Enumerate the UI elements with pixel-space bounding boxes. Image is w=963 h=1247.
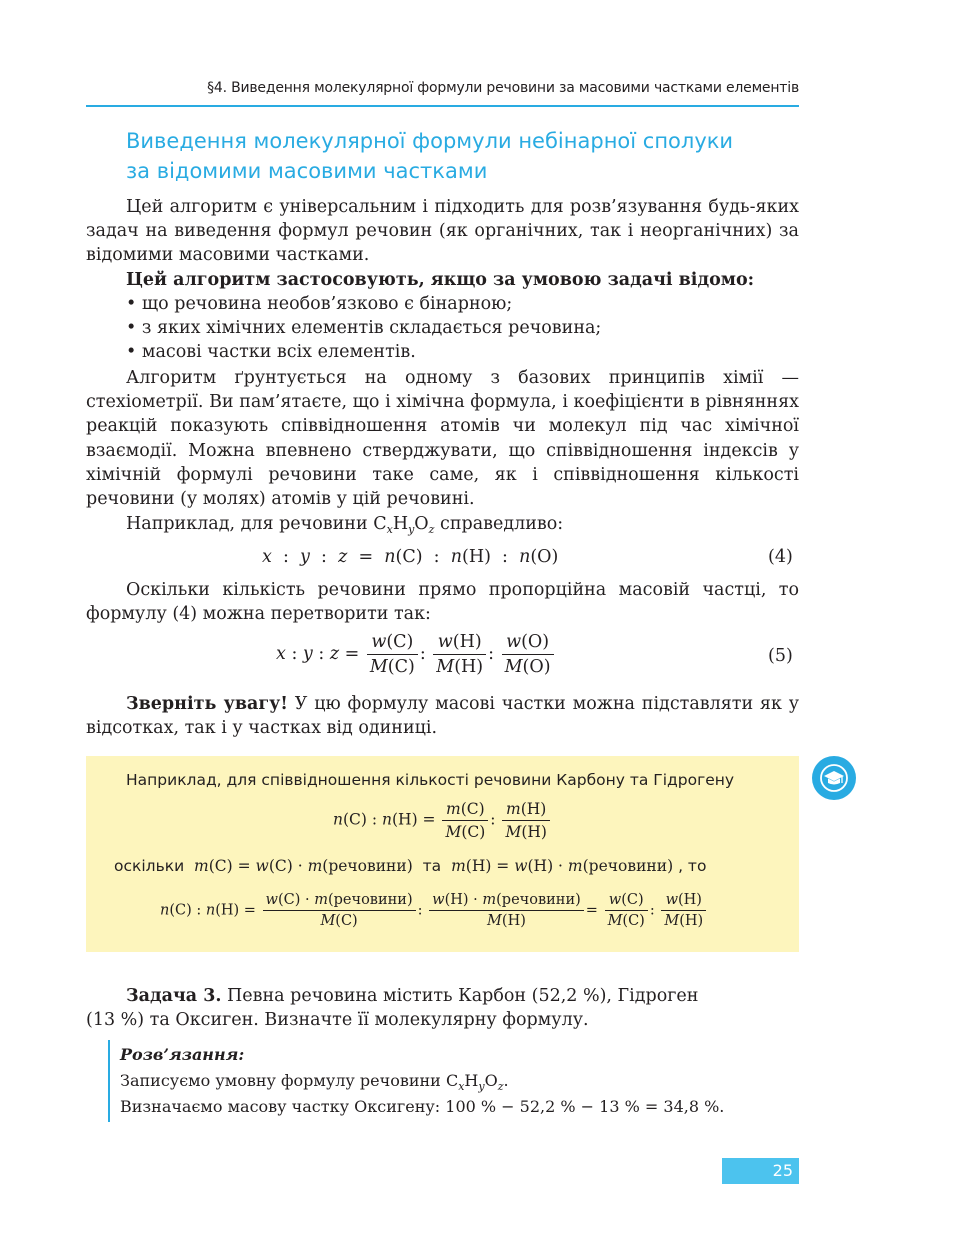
- note-formula-2: n(C) : n(H) = $\frac{\text{w(C) · m(речовини)}}{M(C)}$ : $\frac{\text{w(H) · m(речовини)}}{M(H)}$ = $\frac{w(C)}{M(C)}$ : $\frac{w(H)}{M(H)}$: [160, 892, 708, 929]
- note-intro: Наприклад, для співвідношення кількості речовини Карбону та Гідрогену: [126, 771, 735, 789]
- graduation-cap-icon: [812, 756, 856, 800]
- intro-paragraph: Цей алгоритм є універсальним і підходить для розв’язування будь-яких задач на виведення формул речовин (як органічних, так і неорганічних) за відомими масовими частками.: [86, 197, 799, 266]
- condition-item-1: • що речовина необов’язково є бінарною;: [126, 294, 513, 314]
- fraction-result-c: $\frac{w(C)}{M(C)}$: [605, 892, 648, 929]
- condition-item-2: • з яких хімічних елементів складається речовина;: [126, 318, 602, 338]
- note-and-word: та: [422, 857, 442, 875]
- example-formula: $C_xH_yO_z$: [373, 514, 435, 536]
- note-since-line: [114, 857, 706, 875]
- attention-bold: Зверніть увагу!: [126, 694, 288, 714]
- solution-heading-text: Розв’язання:: [120, 1045, 245, 1064]
- note-substance-4: речовини: [501, 892, 576, 908]
- proportional-paragraph: Оскільки кількість речовини прямо пропорційна масовій частці, то формулу (4) можна перетворити так:: [86, 580, 799, 625]
- example-intro-before: Наприклад, для речовини: [126, 514, 368, 534]
- task-label: Задача 3.: [126, 986, 222, 1006]
- note-mass-carbon: m(C) = w(C) · m(речовини): [194, 857, 418, 875]
- solution-formula: $C_xH_yO_z$.: [445, 1071, 509, 1093]
- conditions-heading: Цей алгоритм застосовують, якщо за умовою задачі відомо:: [126, 270, 755, 290]
- task-line1-text: Певна речовина містить Карбон (52,2 %), Гідроген: [221, 986, 699, 1006]
- example-intro-after: справедливо:: [440, 514, 564, 534]
- running-header: §4. Виведення молекулярної формули речовини за масовими частками елементів: [207, 80, 799, 96]
- note-since-word: оскільки: [114, 857, 185, 875]
- solution-line1-text: Записуємо умовну формулу речовини: [120, 1071, 441, 1090]
- fraction-w-h: $\frac{w(H)}{M(H)}$: [433, 632, 486, 677]
- formula-5: x : y : z = $\frac{w(C)}{M(C)}$ : $\frac{w(H)}{M(H)}$ : $\frac{w(O)}{M(O)}$: [276, 632, 556, 677]
- task-line2: (13 %) та Оксиген. Визначте її молекулярну формулу.: [86, 1010, 589, 1030]
- solution-line2: Визначаємо масову частку Оксигену: 100 % − 52,2 % − 13 % = 34,8 %.: [120, 1097, 725, 1116]
- stoichiometry-paragraph: Алгоритм ґрунтується на одному з базових принципів хімії — стехіометрії. Ви пам’ятаєте, що і хімічна формула, і коефіцієнти в рівняннях реакцій показують співвідношення атомів чи молекул під час хімічної взаємодії. Можна впевнено стверджувати, що співвідношення індексів у хімічній формулі речовини таке саме, як і співвідношення кількості речовини (у молях) атомів у цій речовині.: [86, 368, 799, 510]
- section-title-line2: за відомими масовими частками: [126, 159, 488, 183]
- task-line1: [126, 984, 698, 1008]
- fraction-m-c: $\frac{m(C)}{M(C)}$: [442, 800, 488, 841]
- formula-4-number: (4): [768, 547, 793, 567]
- attention-text: У цю формулу масові частки можна підставляти як у відсотках, так і у частках від одиниці.: [86, 694, 799, 739]
- fraction-m-h: $\frac{m(H)}{M(H)}$: [502, 800, 550, 841]
- note-mass-hydrogen: m(H) = w(H) · m(речовини): [451, 857, 674, 875]
- solution-bar: [108, 1040, 110, 1122]
- fraction-w-o: $\frac{w(O)}{M(O)}$: [502, 632, 554, 677]
- note-substance-3: речовини: [333, 892, 407, 908]
- fraction-carbon-substance: $\frac{\text{w(C) · m(речовини)}}{M(C)}$: [263, 892, 416, 929]
- note-substance-2: речовини: [588, 857, 668, 875]
- note-then-word: , то: [678, 857, 707, 875]
- condition-item-3: • масові частки всіх елементів.: [126, 342, 416, 362]
- fraction-result-h: $\frac{w(H)}{M(H)}$: [661, 892, 706, 929]
- note-formula-1: n(C) : n(H) = $\frac{m(C)}{M(C)}$ : $\frac{m(H)}{M(H)}$: [333, 800, 552, 841]
- section-title-line1: Виведення молекулярної формули небінарної сполуки: [126, 129, 734, 153]
- example-intro: [126, 512, 563, 542]
- solution-heading: [120, 1042, 244, 1068]
- formula-4: x : y : z = n(C) : n(H) : n(O): [262, 547, 559, 567]
- page-number: 25: [722, 1158, 799, 1184]
- fraction-hydrogen-substance: $\frac{\text{w(H) · m(речовини)}}{M(H)}$: [429, 892, 584, 929]
- formula-5-number: (5): [768, 646, 793, 666]
- fraction-w-c: $\frac{w(C)}{M(C)}$: [367, 632, 418, 677]
- note-substance-1: речовини: [328, 857, 407, 875]
- attention-paragraph: [86, 692, 799, 740]
- header-rule: [86, 105, 799, 107]
- section-title: [126, 126, 806, 186]
